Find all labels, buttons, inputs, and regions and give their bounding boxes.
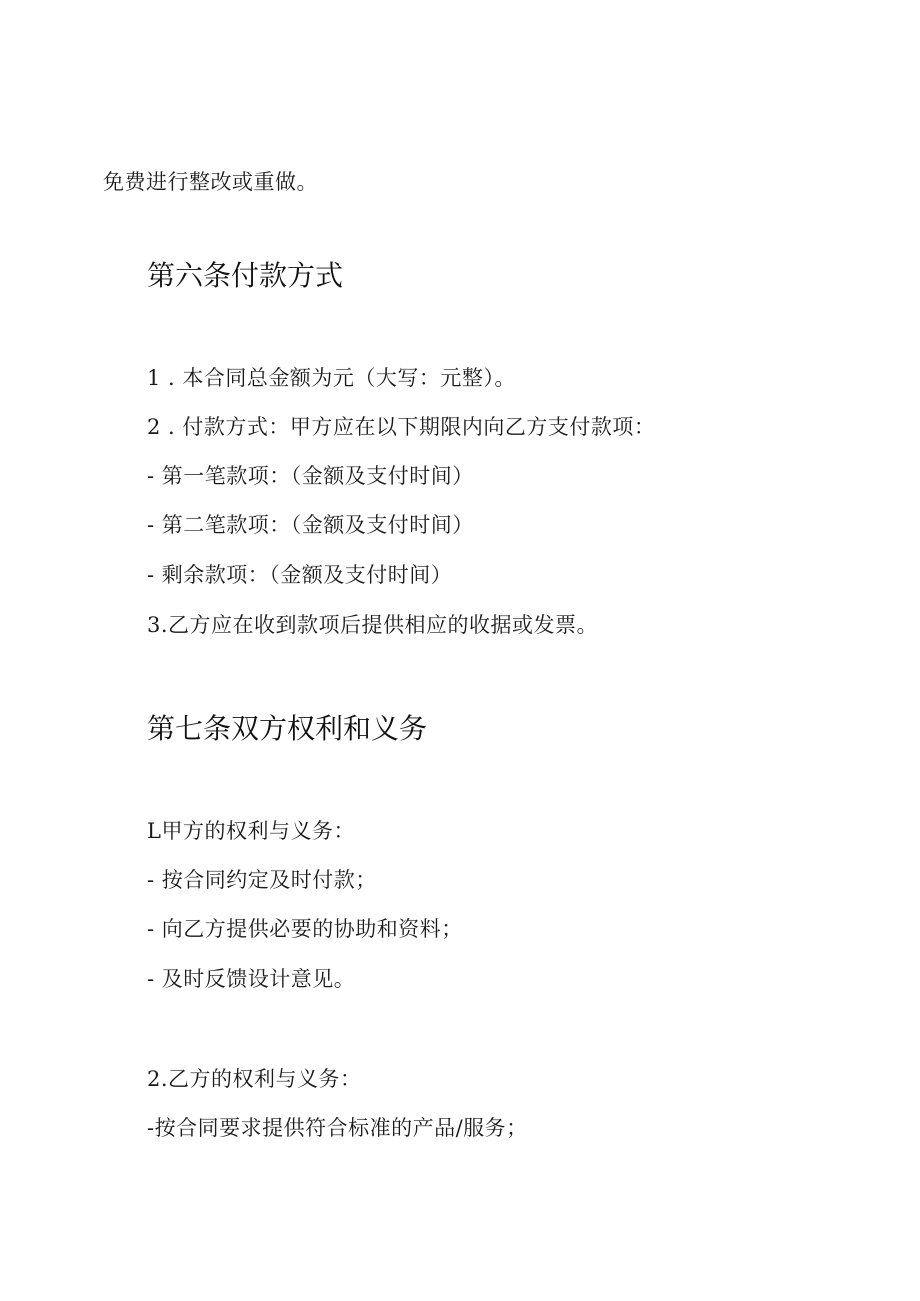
section-6-item-2: 2 . 付款方式：甲方应在以下期限内向乙方支付款项： — [147, 415, 656, 439]
party-a-item-2: - 向乙方提供必要的协助和资料； — [147, 917, 463, 941]
section-7-heading: 第七条双方权利和义务 — [147, 712, 428, 745]
party-b-title: 2.乙方的权利与义务： — [147, 1067, 362, 1091]
section-6-sub-item-2: - 第二笔款项：（金额及支付时间） — [147, 513, 474, 537]
section-6-heading: 第六条付款方式 — [147, 259, 344, 292]
party-a-item-3: - 及时反馈设计意见。 — [147, 967, 356, 991]
party-a-title: L甲方的权利与义务： — [147, 819, 355, 843]
section-6-sub-item-3: - 剩余款项：（金额及支付时间） — [147, 563, 453, 587]
section-6-sub-item-1: - 第一笔款项：（金额及支付时间） — [147, 464, 474, 488]
party-b-item-1: -按合同要求提供符合标准的产品/服务； — [147, 1116, 528, 1140]
party-a-item-1: - 按合同约定及时付款； — [147, 868, 377, 892]
section-6-item-3: 3.乙方应在收到款项后提供相应的收据或发票。 — [147, 613, 599, 637]
section-6-item-1: 1 . 本合同总金额为元（大写：元整）。 — [147, 366, 516, 390]
continuation-text: 免费进行整改或重做。 — [103, 170, 318, 194]
